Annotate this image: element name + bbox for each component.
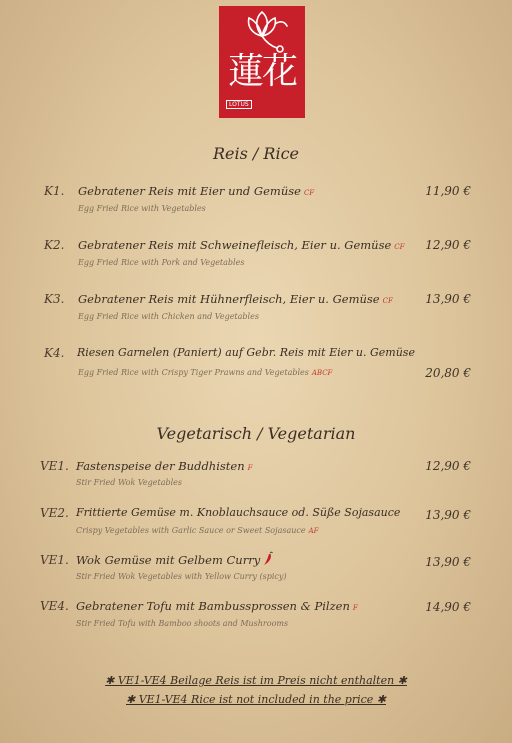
item-price: 14,90 € <box>425 600 471 614</box>
item-name: Gebratener Reis mit Eier und Gemüse CF <box>78 184 315 198</box>
item-english: Egg Fried Rice with Vegetables <box>78 204 206 213</box>
lotus-logo <box>219 6 305 118</box>
chili-pepper-icon <box>262 551 274 567</box>
allergen-code: CF <box>394 243 405 251</box>
item-english: Stir Fried Wok Vegetables with Yellow Curry (spicy) <box>76 572 287 581</box>
section-title-rice: Reis / Rice <box>213 144 299 163</box>
item-name: Fastenspeise der Buddhisten F <box>76 459 253 473</box>
item-english: Stir Fried Tofu with Bamboo shoots and Mushrooms <box>76 619 289 628</box>
item-code: K2. <box>44 238 65 252</box>
item-price: 12,90 € <box>425 459 471 473</box>
item-price: 13,90 € <box>425 292 471 306</box>
logo-badge: LOTUS <box>226 100 252 109</box>
item-code: VE4. <box>40 599 69 613</box>
item-english: Crispy Vegetables with Garlic Sauce or Sweet Sojasauce AF <box>76 526 319 535</box>
item-code: K1. <box>44 184 65 198</box>
rice-note-german: ✱ VE1-VE4 Beilage Reis ist im Preis nicht enthalten ✱ <box>105 674 407 687</box>
item-name: Wok Gemüse mit Gelbem Curry <box>76 553 261 567</box>
item-price: 11,90 € <box>425 184 471 198</box>
item-price: 12,90 € <box>425 238 471 252</box>
allergen-code: F <box>247 464 253 472</box>
allergen-code: F <box>352 604 358 612</box>
item-name: Gebratener Reis mit Hühnerfleisch, Eier u. Gemüse CF <box>78 292 393 306</box>
item-english: Egg Fried Rice with Crispy Tiger Prawns and Vegetables ABCF <box>78 368 333 377</box>
logo-characters: 蓮花 <box>227 51 296 92</box>
item-name: Gebratener Tofu mit Bambussprossen & Pilzen F <box>76 599 358 613</box>
item-english: Stir Fried Wok Vegetables <box>76 478 182 487</box>
item-code: VE2. <box>40 506 69 520</box>
item-code: VE1. <box>40 459 69 473</box>
allergen-code: AF <box>308 527 319 535</box>
allergen-code: CF <box>303 189 315 197</box>
item-price: 20,80 € <box>425 366 471 380</box>
item-code: VE1. <box>40 553 69 567</box>
item-english: Egg Fried Rice with Chicken and Vegetables <box>78 312 259 321</box>
section-title-vegetarian: Vegetarisch / Vegetarian <box>156 424 356 443</box>
rice-note-english: ✱ VE1-VE4 Rice ist not included in the price ✱ <box>125 693 386 706</box>
allergen-code: CF <box>382 297 393 305</box>
allergen-code: ABCF <box>311 369 333 377</box>
item-name: Frittierte Gemüse m. Knoblauchsauce od. Süße Sojasauce <box>76 506 401 519</box>
item-name: Riesen Garnelen (Paniert) auf Gebr. Reis mit Eier u. Gemüse <box>77 346 415 359</box>
item-price: 13,90 € <box>425 508 471 522</box>
item-code: K4. <box>44 346 65 360</box>
item-price: 13,90 € <box>425 555 471 569</box>
item-code: K3. <box>44 292 65 306</box>
item-name: Gebratener Reis mit Schweinefleisch, Eier u. Gemüse CF <box>78 238 405 252</box>
item-english: Egg Fried Rice with Pork and Vegetables <box>78 258 245 267</box>
